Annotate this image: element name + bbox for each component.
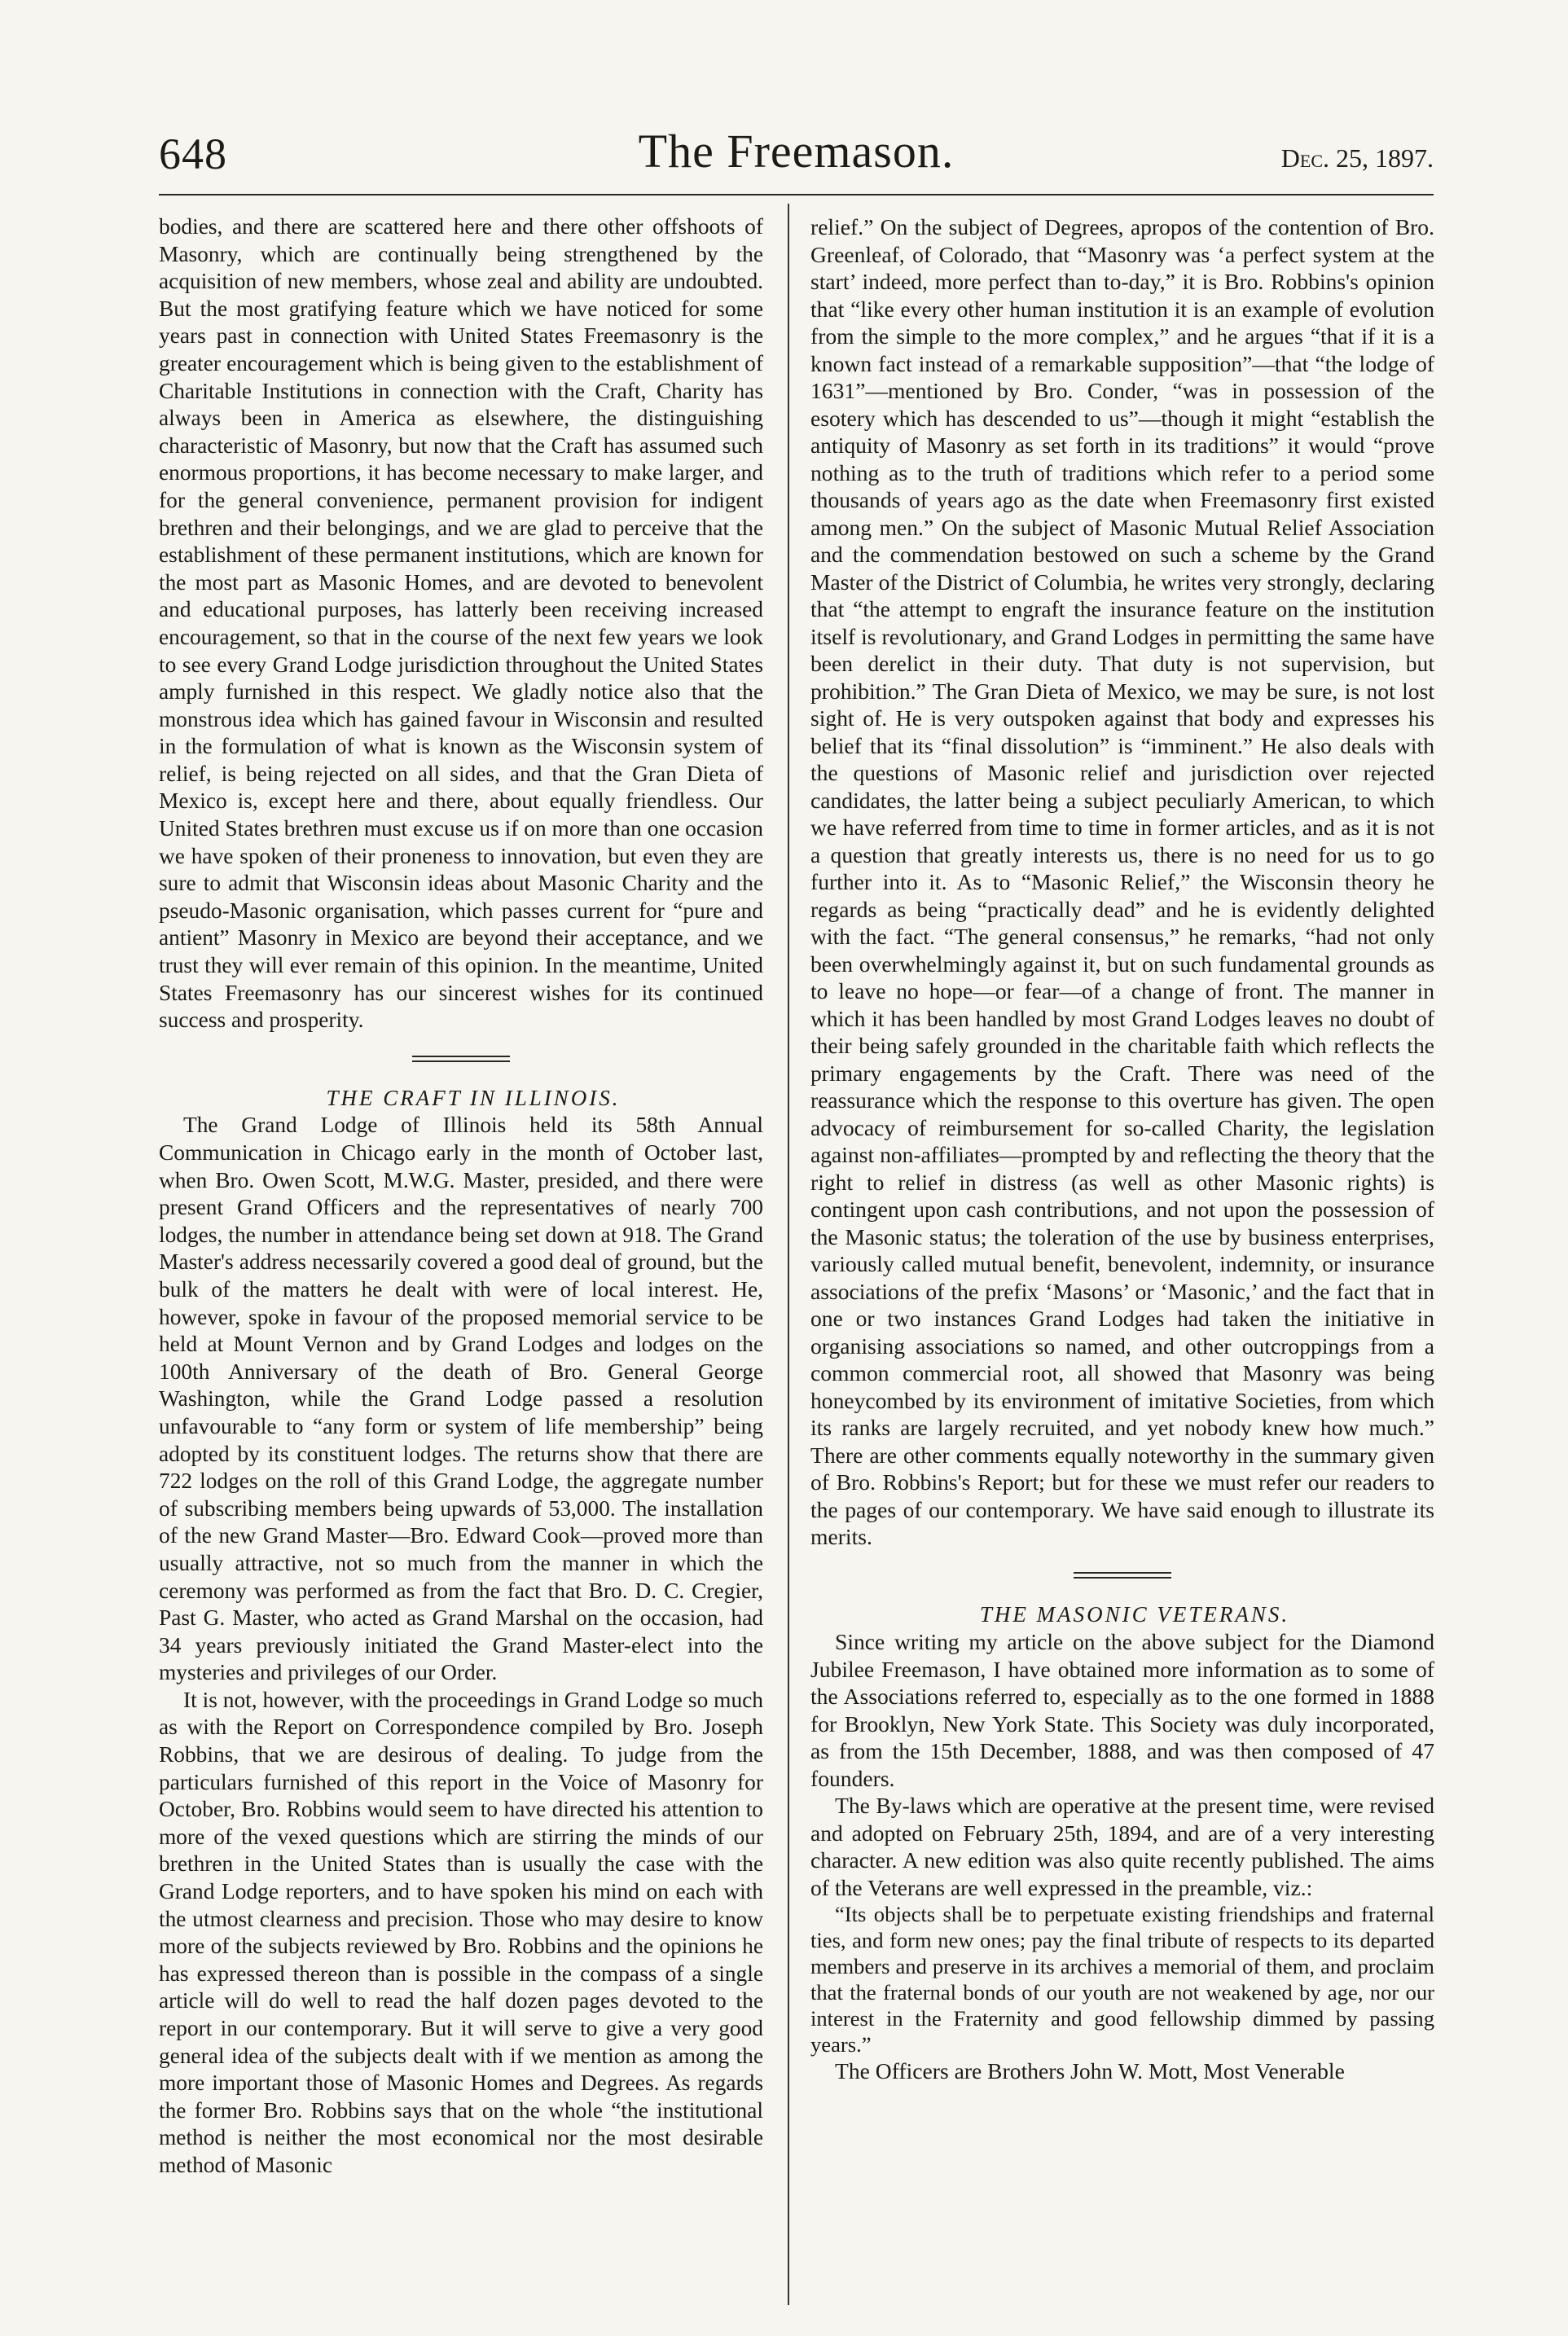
page-header (159, 124, 1434, 189)
right-paragraph-3: The By-laws which are operative at the present time, were revised and adopted on February 25th, 1894, and are of a very interesting character. A new edition was also quite recently published. The aims of the Veterans are well expressed in the preamble, viz.: (810, 1793, 1434, 1900)
page-number: 648 (159, 130, 227, 178)
right-paragraph-4: The Officers are Brothers John W. Mott, Most Venerable (835, 2058, 1345, 2084)
right-paragraph-1: relief.” On the subject of Degrees, apropos of the contention of Bro. Greenleaf, of Colorado, that “Masonry was ‘a perfect system at the start’ indeed, more perfect than to-day,” it is Bro. Robbins's opinion that “like every other human institution it is an example of evolution from the simple to the more complex,” and he argues “that if it is a known fact instead of a remarkable supposition”—that “the lodge of 1631”—mentioned by Bro. Conder, “was in possession of the esotery which has descended to us”—though it might “establish the antiquity of Masonry as set forth in its traditions” it would “prove nothing as to the truth of traditions which refer to a period some thousands of years ago as the date when Freemasonry first existed among men.” On the subject of Masonic Mutual Relief Association and the commendation bestowed on such a scheme by the Grand Master of the District of Columbia, he writes very strongly, declaring that “the attempt to engraft the insurance feature on the institution itself is revolutionary, and Grand Lodges in permitting the same have been derelict in their duty. That duty is not supervision, but prohibition.” The Gran Dieta of Mexico, we may be sure, is not lost sight of. He is very outspoken against that body and expresses his belief that its “final dissolution” is “imminent.” He also deals with the questions of Masonic relief and jurisdiction over rejected candidates, the latter being a subject peculiarly American, to which we have referred from time to time in former articles, and as it is not a question that greatly interests us, there is no need for us to go further into it. As to “Masonic Relief,” the Wisconsin theory he regards as being “practically dead” and he is evidently delighted with the fact. “The general consensus,” he remarks, “had not only been overwhelmingly against it, but on such fundamental grounds as to leave no hope—or fear—of a change of front. The manner in which it has been handled by most Grand Lodges leaves no doubt of their being safely grounded in the charitable faith which reflects the primary engagements by the Craft. There was need of the reassurance which the response to this overture has given. The open advocacy of reimbursement for so-called Charity, the legislation against non-affiliates—prompted by and reflecting the theory that the right to relief in distress (as well as other Masonic rights) is contingent upon cash contributions, and not upon the possession of the Masonic status; the toleration of the use by business enterprises, variously called mutual benefit, benevolent, indemnity, or insurance associations of the prefix ‘Masons’ or ‘Masonic,’ and the fact that in one or two instances Grand Lodges had taken the initiative in organising associations so named, and other outcroppings from a common commercial root, all showed that Masonry was being honeycombed by its environment of imitative Societies, from which its ranks are largely recruited, and yet nobody knew how much.” There are other comments equally noteworthy in the summary given of Bro. Robbins's Report; but for these we must refer our readers to the pages of our contemporary. We have said enough to illustrate its merits. (810, 214, 1434, 1549)
section-title-illinois: THE CRAFT IN ILLINOIS. (326, 1085, 621, 1110)
issue-date: Dec. 25, 1897. (1280, 143, 1434, 173)
left-paragraph-3: It is not, however, with the proceedings in Grand Lodge so much as with the Report on Correspondence compiled by Bro. Joseph Robbins, that we are desirous of dealing. To judge from the particulars furnished of this report in the Voice of Masonry for October, Bro. Robbins would seem to have directed his attention to more of the vexed questions which are stirring the minds of our brethren in the United States than is usually the case with the Grand Lodge reporters, and to have spoken his mind on each with the utmost clearness and precision. Those who may desire to know more of the subjects reviewed by Bro. Robbins and the opinions he has expressed thereon than is possible in the compass of a single article will do well to read the half dozen pages devoted to the report in our contemporary. But it will serve to give a very good general idea of the subjects dealt with if we mention as among the more important those of Masonic Homes and Degrees. As regards the former Bro. Robbins says that on the whole “the institutional method is neither the most economical nor the most desirable method of Masonic (159, 1687, 763, 2177)
column-divider (788, 204, 789, 2305)
masthead-title: The Freemason. (638, 125, 955, 178)
left-column (159, 213, 763, 2180)
right-paragraph-2: Since writing my article on the above subject for the Diamond Jubilee Freemason, I have obtained more information as to some of the Associations referred to, especially as to the one formed in 1888 for Brooklyn, New York State. This Society was duly incorporated, as from the 15th December, 1888, and was then composed of 47 founders. (810, 1629, 1434, 1791)
preamble-quote: “Its objects shall be to perpetuate existing friendships and fraternal ties, and form new ones; pay the final tribute of respects to its departed members and preserve in its archives a memorial of them, and proclaim that the fraternal bonds of our youth are not weakened by age, nor our interest in the Fraternity and good fellowship dimmed by passing years.” (810, 1902, 1434, 2057)
right-column (810, 213, 1434, 2085)
section-divider (1074, 1572, 1171, 1579)
section-divider (412, 1056, 510, 1062)
section-title-veterans: THE MASONIC VETERANS. (979, 1601, 1290, 1627)
header-rule (159, 194, 1434, 195)
left-paragraph-2: The Grand Lodge of Illinois held its 58th Annual Communication in Chicago early in the month of October last, when Bro. Owen Scott, M.W.G. Master, presided, and there were present Grand Officers and the representatives of nearly 700 lodges, the number in attendance being set down at 918. The Grand Master's address necessarily covered a good deal of ground, but the bulk of the matters he dealt with were of local interest. He, however, spoke in favour of the proposed memorial service to be held at Mount Vernon and by Grand Lodges and lodges on the 100th Anniversary of the death of Bro. General George Washington, while the Grand Lodge passed a resolution unfavourable to “any form or system of life membership” being adopted by its constituent lodges. The returns show that there are 722 lodges on the roll of this Grand Lodge, the aggregate number of subscribing members being upwards of 53,000. The installation of the new Grand Master—Bro. Edward Cook—proved more than usually attractive, not so much from the manner in which the ceremony was performed as from the fact that Bro. D. C. Cregier, Past G. Master, who acted as Grand Marshal on the occasion, had 34 years previously initiated the Grand Master-elect into the mysteries and privileges of our Order. (159, 1113, 763, 1685)
left-paragraph-1: bodies, and there are scattered here and there other offshoots of Masonry, which are continually being strengthened by the acquisition of new members, whose zeal and ability are undoubted. But the most gratifying feature which we have noticed for some years past in connection with United States Freemasonry is the greater encouragement which is being given to the establishment of Charitable Institutions in connection with the Craft, Charity has always been in America as elsewhere, the distinguishing characteristic of Masonry, but now that the Craft has assumed such enormous proportions, it has become necessary to make larger, and for the general convenience, permanent provision for indigent brethren and their belongings, and we are glad to perceive that the establishment of these permanent institutions, which are known for the most part as Masonic Homes, and are devoted to benevolent and educational purposes, has latterly been receiving increased encouragement, so that in the course of the next few years we look to see every Grand Lodge jurisdiction throughout the United States amply furnished in this respect. We gladly notice also that the monstrous idea which has gained favour in Wisconsin and resulted in the formulation of what is known as the Wisconsin system of relief, is being rejected on all sides, and that the Gran Dieta of Mexico is, except here and there, about equally friendless. Our United States brethren must excuse us if on more than one occasion we have spoken of their proneness to innovation, but even they are sure to admit that Wisconsin ideas about Masonic Charity and the pseudo-Masonic organisation, which passes current for “pure and antient” Masonry in Mexico are beyond their acceptance, and we trust they will ever remain of this opinion. In the meantime, United States Freemasonry has our sincerest wishes for its continued success and prosperity. (159, 214, 763, 1033)
